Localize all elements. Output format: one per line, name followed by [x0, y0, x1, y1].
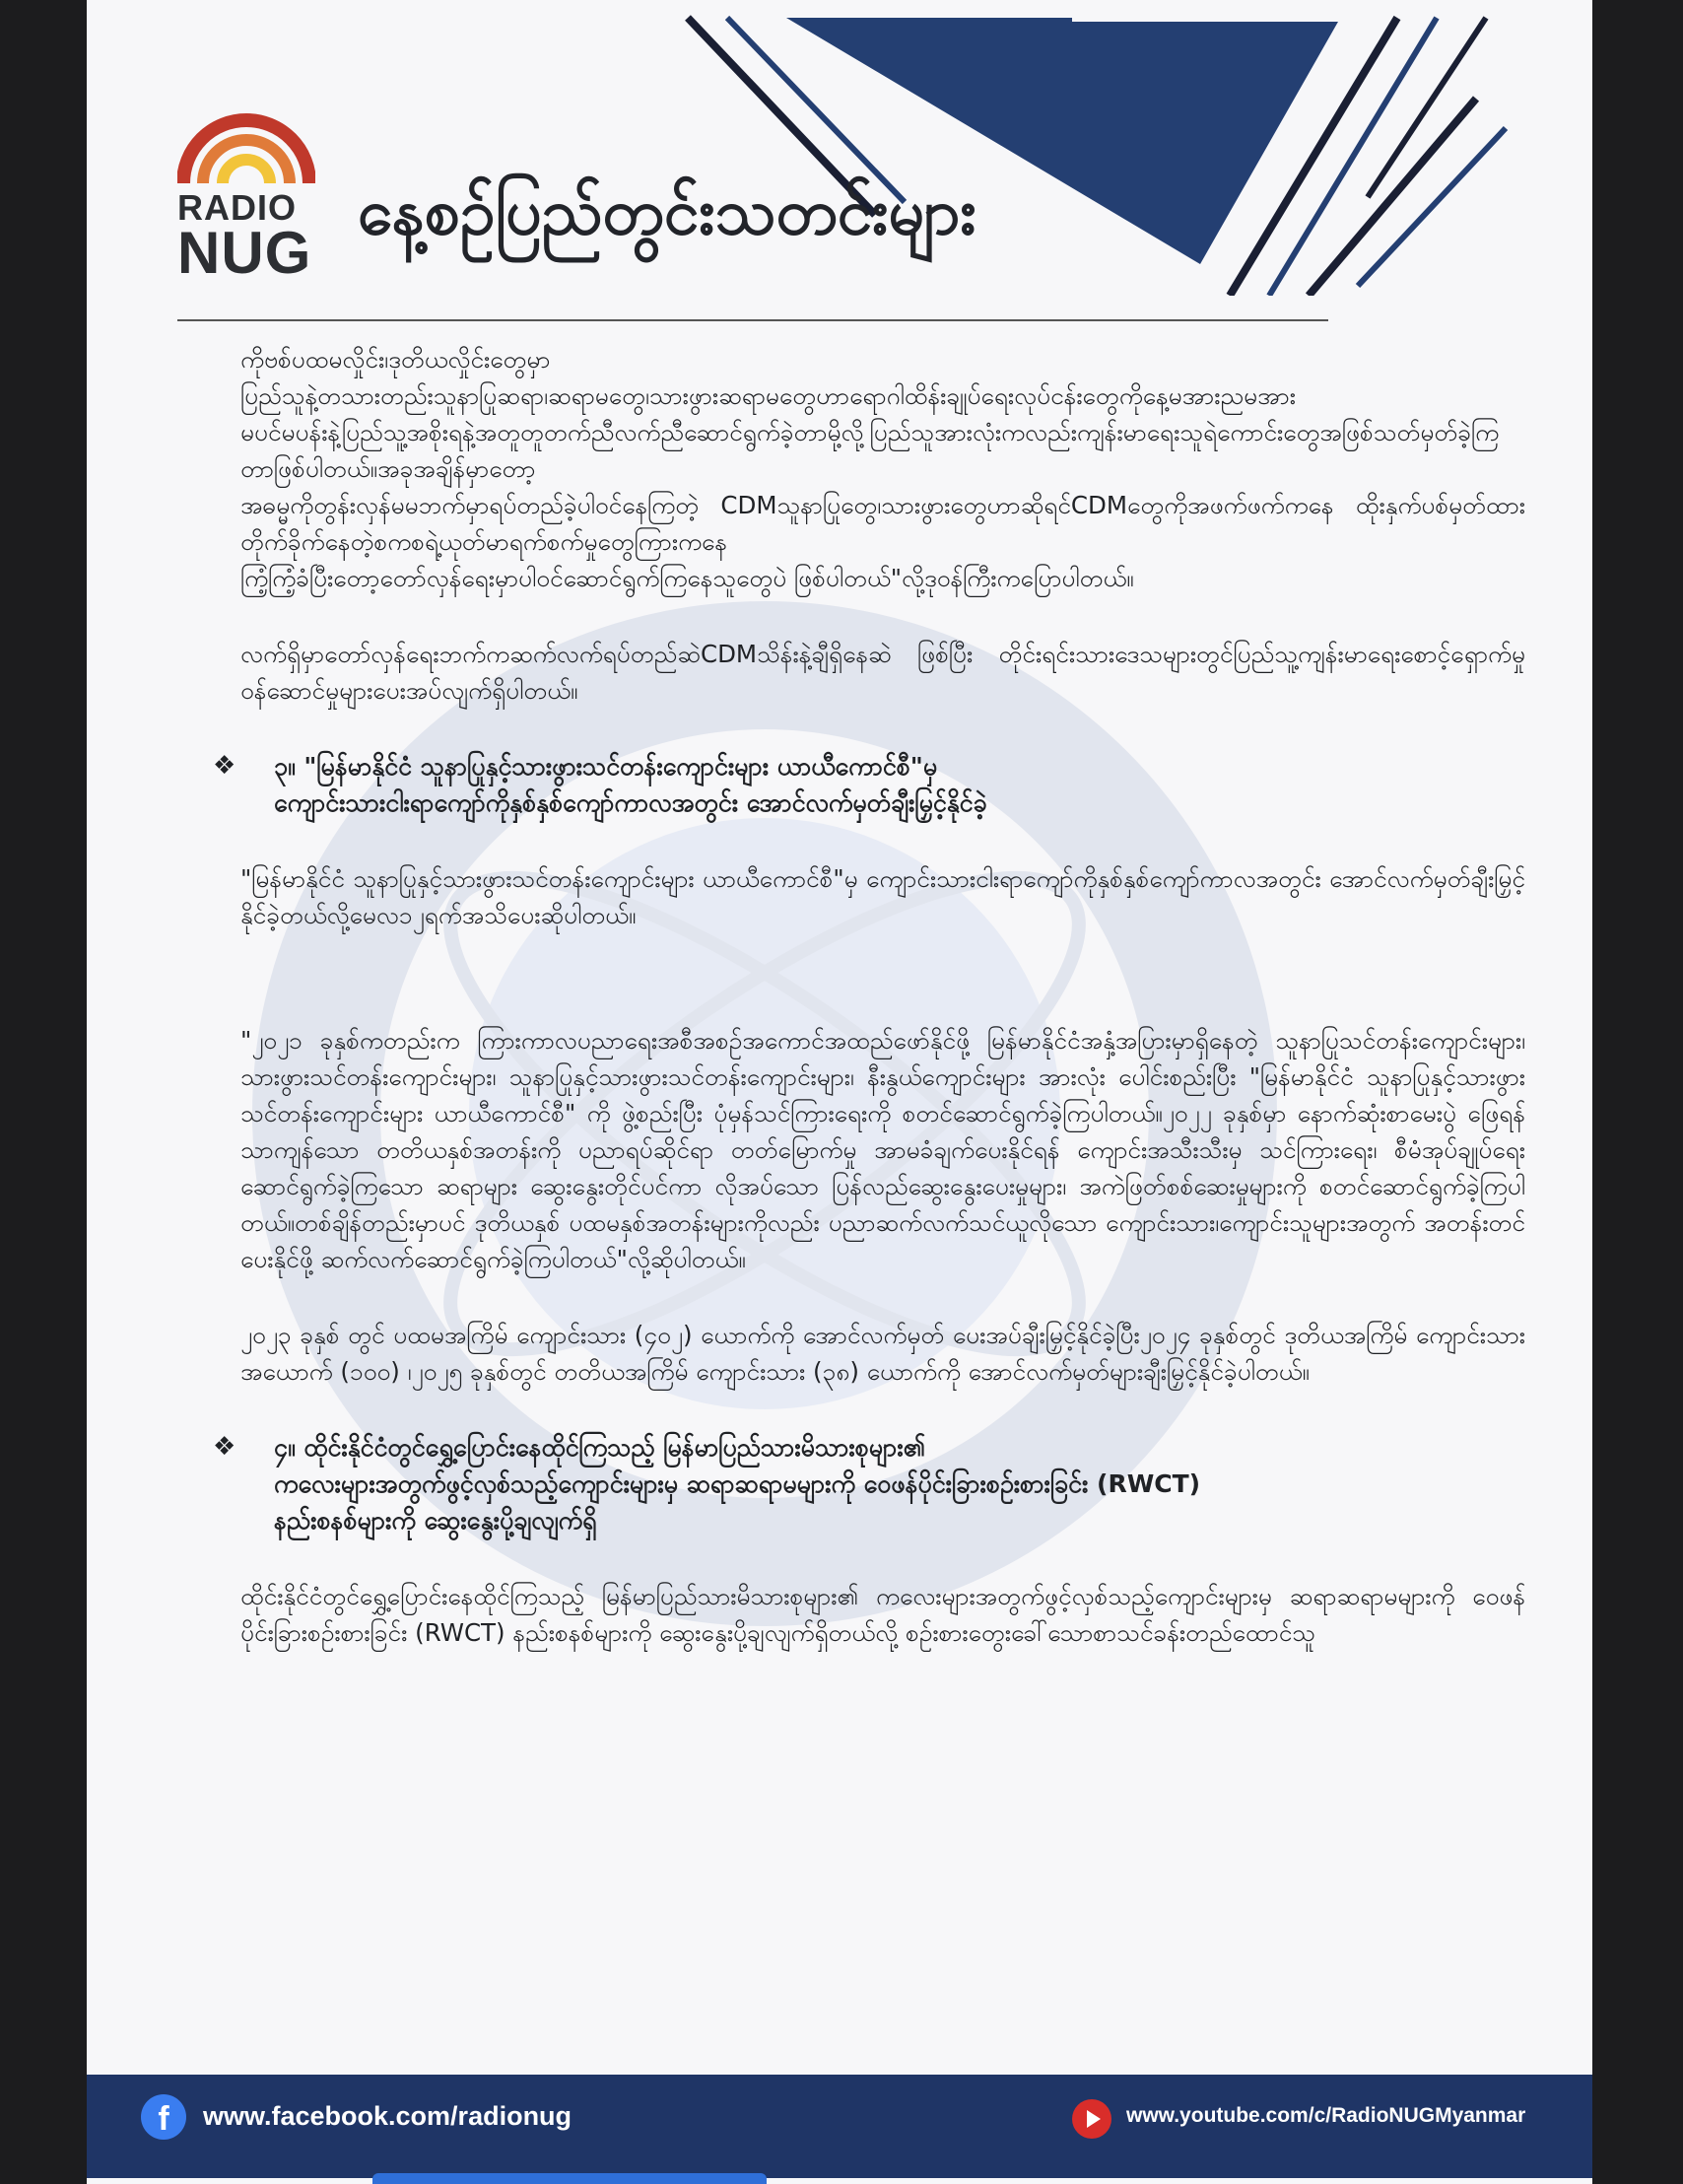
paragraph-4: "၂၀၂၁ ခုနှစ်ကတည်းက ကြားကာလပညာရေးအစီအစဉ်အကောင်အထည်ဖော်နိုင်ဖို့ မြန်မာနိုင်ငံအနှံ့အပြားမှာရှိနေတဲ့ သူနာပြုသင်တန်းကျောင်းများ၊ သားဖွားသင်တန်းကျောင်းများ၊ သူနာပြုနှင့်သားဖွားသင်တန်းကျောင်းများ၊ နီးနွယ်ကျောင်းများ အားလုံး ပေါင်းစည်းပြီး "မြန်မာနိုင်ငံ သူနာပြုနှင့်သားဖွားသင်တန်းကျောင်းများ ယာယီကောင်စီ" ကို ဖွဲ့စည်းပြီး ပုံမှန်သင်ကြားရေးကို စတင်ဆောင်ရွက်ခဲ့ကြပါတယ်။၂၀၂၂ ခုနှစ်မှာ နောက်ဆုံးစာမေးပွဲ ဖြေရန်သာကျန်သော တတိယနှစ်အတန်းကို ပညာရပ်ဆိုင်ရာ တတ်မြောက်မှု အာမခံချက်ပေးနိုင်ရန် ကျောင်းအသီးသီးမှ သင်ကြားရေး၊ စီမံအုပ်ချုပ်ရေး ဆောင်ရွက်ခဲ့ကြသော ဆရာများ ဆွေးနွေးတိုင်ပင်ကာ လိုအပ်သော ပြန်လည်ဆွေးနွေးပေးမှုများ၊ အကဲဖြတ်စစ်ဆေးမှုများကို စတင်ဆောင်ရွက်ခဲ့ကြပါတယ်။တစ်ချိန်တည်းမှာပင် ဒုတိယနှစ် ပထမနှစ်အတန်းများကိုလည်း ပညာဆက်လက်သင်ယူလိုသော ကျောင်းသား၊ကျောင်းသူများအတွက် အတန်းတင်ပေးနိုင်ဖို့ ဆက်လက်ဆောင်ရွက်ခဲ့ကြပါတယ်"လို့ဆိုပါတယ်။ — [240, 1026, 1525, 1273]
radio-nug-logo — [177, 106, 335, 294]
paragraph-2: လက်ရှိမှာတော်လှန်ရေးဘက်ကဆက်လက်ရပ်တည်ဆဲCDMသိန်းနဲ့ချီရှိနေဆဲ ဖြစ်ပြီး တိုင်းရင်းသားဒေသများတွင်ပြည်သူ့ကျန်းမာရေးစောင့်ရှောက်မှုဝန်ဆောင်မှုများပေးအပ်လျက်ရှိပါတယ်။ — [240, 640, 1525, 705]
header-divider — [177, 319, 1328, 321]
logo-nug-text: NUG — [177, 220, 312, 286]
diamond-bullet-icon: ❖ — [213, 1432, 236, 1462]
section-3-heading — [213, 748, 1525, 821]
paragraph-1-line-1: ကိုဗစ်ပထမလှိုင်း၊ဒုတိယလှိုင်းတွေမှာ — [240, 345, 551, 374]
paragraph-1-line-2: ပြည်သူနဲ့တသားတည်းသူနာပြုဆရာ၊ဆရာမတွေ၊သားဖွားဆရာမတွေဟာရောဂါထိန်းချုပ်ရေးလုပ်ငန်းတွေကိုနေ့မအားညမအား — [240, 381, 1296, 410]
article-body — [213, 341, 1525, 1651]
paragraph-3: "မြန်မာနိုင်ငံ သူနာပြုနှင့်သားဖွားသင်တန်းကျောင်းများ ယာယီကောင်စီ"မှ ကျောင်းသားငါးရာကျော်ကိုနှစ်နှစ်ကျော်ကာလအတွင်း အောင်လက်မှတ်ချီးမြှင့်နိုင်ခဲ့တယ်လို့မေလ၁၂ရက်အသိပေးဆိုပါတယ်။ — [240, 864, 1525, 929]
paragraph-1-line-4: အဓမ္မကိုတွန်းလှန်မမဘက်မှာရပ်တည်ခဲ့ပါဝင်နေကြတဲ့ CDMသူနာပြုတွေ၊သားဖွားတွေဟာဆိုရင်CDMတွေကိုအဖက်ဖက်ကနေ ထိုးနှက်ပစ်မှတ်ထားတိုက်ခိုက်နေတဲ့စကစရဲ့ယုတ်မာရက်စက်မှုတွေကြားကနေ — [240, 491, 1525, 556]
page-title: နေ့စဉ်ပြည်တွင်းသတင်းများ — [358, 176, 976, 249]
youtube-play-icon[interactable] — [1072, 2099, 1111, 2139]
paragraph-1-line-3: မပင်မပန်းနဲ့ပြည်သူ့အစိုးရနဲ့အတူတူတက်ညီလက်ညီဆောင်ရွက်ခဲ့တာမို့လို့ပြည်သူအားလုံးကလည်းကျန်းမာရေးသူရဲကောင်းတွေအဖြစ်သတ်မှတ်ခဲ့ကြတာဖြစ်ပါတယ်။အခုအချိန်မှာတော့ — [240, 418, 1500, 483]
paragraph-6: ထိုင်းနိုင်ငံတွင်ရွှေ့ပြောင်းနေထိုင်ကြသည့် မြန်မာပြည်သားမိသားစုများ၏ ကလေးများအတွက်ဖွင့်လှစ်သည့်ကျောင်းများမှ ဆရာဆရာမများကို ဝေဖန်ပိုင်းခြားစဉ်းစားခြင်း (RWCT) နည်းစနစ်များကို ဆွေးနွေးပို့ချလျက်ရှိတယ်လို့ စဉ်းစားတွေးခေါ်သောစာသင်ခန်းတည်ထောင်သူ — [240, 1582, 1525, 1647]
logo-arc-icon — [177, 106, 315, 185]
paragraph-1-line-5: ကြံ့ကြံ့ခံပြီးတော့တော်လှန်ရေးမှာပါဝင်ဆောင်ရွက်ကြနေသူတွေပဲ ဖြစ်ပါတယ်"လို့ဒုဝန်ကြီးကပြောပါတယ်။ — [240, 564, 1134, 592]
footer-accent-stripe — [372, 2173, 767, 2184]
section-3-heading-line-1: ၃။ "မြန်မာနိုင်ငံ သူနာပြုနှင့်သားဖွားသင်တန်းကျောင်းများ ယာယီကောင်စီ"မှ — [274, 752, 938, 781]
section-4-heading — [213, 1429, 1525, 1538]
section-3-heading-line-2: ကျောင်းသားငါးရာကျော်ကိုနှစ်နှစ်ကျော်ကာလအတွင်း အောင်လက်မှတ်ချီးမြှင့်နိုင်ခဲ့ — [274, 788, 987, 817]
diamond-bullet-icon: ❖ — [213, 751, 236, 781]
logo-radio-text: RADIO — [177, 187, 297, 228]
section-4-heading-line-1: ၄။ ထိုင်းနိုင်ငံတွင်ရွှေ့ပြောင်းနေထိုင်ကြသည့် မြန်မာပြည်သားမိသားစုများ၏ — [274, 1433, 925, 1462]
section-4-heading-line-3: နည်းစနစ်များကို ဆွေးနွေးပို့ချလျက်ရှိ — [274, 1506, 597, 1535]
section-4-heading-line-2: ကလေးများအတွက်ဖွင့်လှစ်သည့်ကျောင်းများမှ ဆရာဆရာမများကို ဝေဖန်ပိုင်းခြားစဉ်းစားခြင်း (RWCT) — [274, 1469, 1201, 1498]
paragraph-5: ၂၀၂၃ ခုနှစ် တွင် ပထမအကြိမ် ကျောင်းသား (၄၀၂) ယောက်ကို အောင်လက်မှတ် ပေးအပ်ချီးမြှင့်နိုင်ခဲ့ပြီး၂၀၂၄ ခုနှစ်တွင် ဒုတိယအကြိမ် ကျောင်းသား အယောက် (၁၀၀) ၊၂၀၂၅ ခုနှစ်တွင် တတိယအကြိမ် ကျောင်းသား (၃၈) ယောက်ကို အောင်လက်မှတ်များချီးမြှင့်နိုင်ခဲ့ပါတယ်။ — [240, 1321, 1525, 1386]
youtube-link[interactable]: www.youtube.com/c/RadioNUGMyanmar — [1126, 2104, 1526, 2127]
facebook-link[interactable]: www.facebook.com/radionug — [203, 2101, 572, 2131]
facebook-icon[interactable]: f — [141, 2094, 186, 2140]
document-page — [87, 0, 1592, 2184]
